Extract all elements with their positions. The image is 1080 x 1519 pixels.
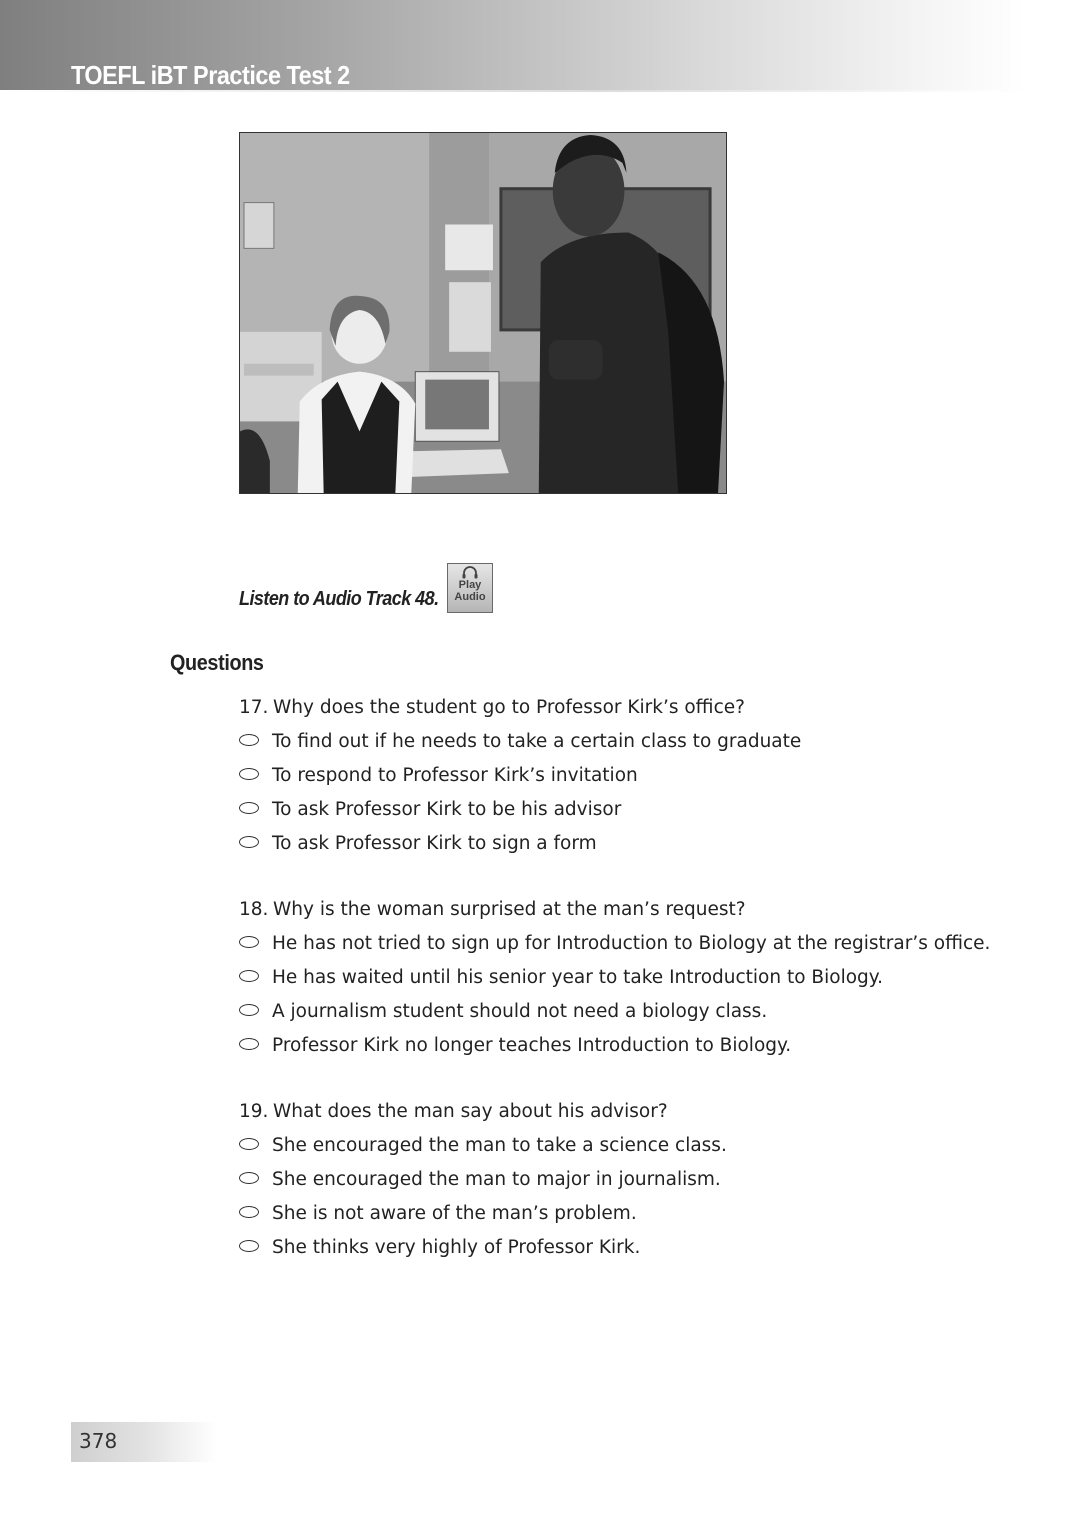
headphones-icon: [461, 566, 479, 579]
question-stem: [239, 1095, 999, 1129]
question-text: What does the man say about his advisor?: [273, 1101, 668, 1122]
audio-track-instruction: Listen to Audio Track 48.: [239, 588, 439, 610]
option-text: Professor Kirk no longer teaches Introduction to Biology.: [272, 1035, 792, 1056]
question-text: Why is the woman surprised at the man’s request?: [273, 899, 746, 920]
radio-oval-icon[interactable]: [239, 734, 259, 746]
play-audio-button[interactable]: [447, 563, 493, 613]
question-17: [239, 691, 999, 861]
office-photo: [239, 132, 727, 494]
question-number: 17.: [239, 697, 269, 718]
radio-oval-icon[interactable]: [239, 1038, 259, 1050]
question-stem: [239, 893, 999, 927]
radio-oval-icon[interactable]: [239, 1240, 259, 1252]
question-text: Why does the student go to Professor Kirk’s office?: [273, 697, 745, 718]
option-text: He has not tried to sign up for Introduction to Biology at the registrar’s office.: [272, 933, 991, 954]
option-text: She encouraged the man to major in journalism.: [272, 1169, 721, 1190]
header-divider: [0, 90, 1000, 92]
radio-oval-icon[interactable]: [239, 1172, 259, 1184]
answer-option[interactable]: [239, 1163, 999, 1197]
answer-option[interactable]: [239, 927, 999, 961]
play-audio-label-line1: Play: [458, 579, 482, 591]
page-number: 378: [79, 1429, 118, 1453]
question-19: [239, 1095, 999, 1265]
question-number: 18.: [239, 899, 269, 920]
radio-oval-icon[interactable]: [239, 1138, 259, 1150]
option-text: She encouraged the man to take a science class.: [272, 1135, 727, 1156]
radio-oval-icon[interactable]: [239, 1004, 259, 1016]
questions-heading: Questions: [170, 650, 264, 675]
answer-option[interactable]: [239, 995, 999, 1029]
option-text: She thinks very highly of Professor Kirk.: [272, 1237, 641, 1258]
answer-option[interactable]: [239, 827, 999, 861]
play-audio-label-line2: Audio: [454, 591, 486, 603]
option-text: A journalism student should not need a biology class.: [272, 1001, 768, 1022]
question-number: 19.: [239, 1101, 269, 1122]
answer-option[interactable]: [239, 1029, 999, 1063]
radio-oval-icon[interactable]: [239, 1206, 259, 1218]
option-text: To ask Professor Kirk to be his advisor: [272, 799, 622, 820]
option-text: To ask Professor Kirk to sign a form: [272, 833, 597, 854]
radio-oval-icon[interactable]: [239, 970, 259, 982]
answer-option[interactable]: [239, 725, 999, 759]
page-header-title: TOEFL iBT Practice Test 2: [71, 60, 350, 90]
radio-oval-icon[interactable]: [239, 936, 259, 948]
option-text: She is not aware of the man’s problem.: [272, 1203, 637, 1224]
radio-oval-icon[interactable]: [239, 768, 259, 780]
office-photo-illustration: [240, 133, 726, 493]
option-text: To find out if he needs to take a certain class to graduate: [272, 731, 802, 752]
option-text: He has waited until his senior year to take Introduction to Biology.: [272, 967, 883, 988]
answer-option[interactable]: [239, 793, 999, 827]
answer-option[interactable]: [239, 759, 999, 793]
radio-oval-icon[interactable]: [239, 836, 259, 848]
option-text: To respond to Professor Kirk’s invitation: [272, 765, 638, 786]
answer-option[interactable]: [239, 1129, 999, 1163]
question-stem: [239, 691, 999, 725]
answer-option[interactable]: [239, 1197, 999, 1231]
radio-oval-icon[interactable]: [239, 802, 259, 814]
answer-option[interactable]: [239, 1231, 999, 1265]
question-18: [239, 893, 999, 1063]
answer-option[interactable]: [239, 961, 999, 995]
